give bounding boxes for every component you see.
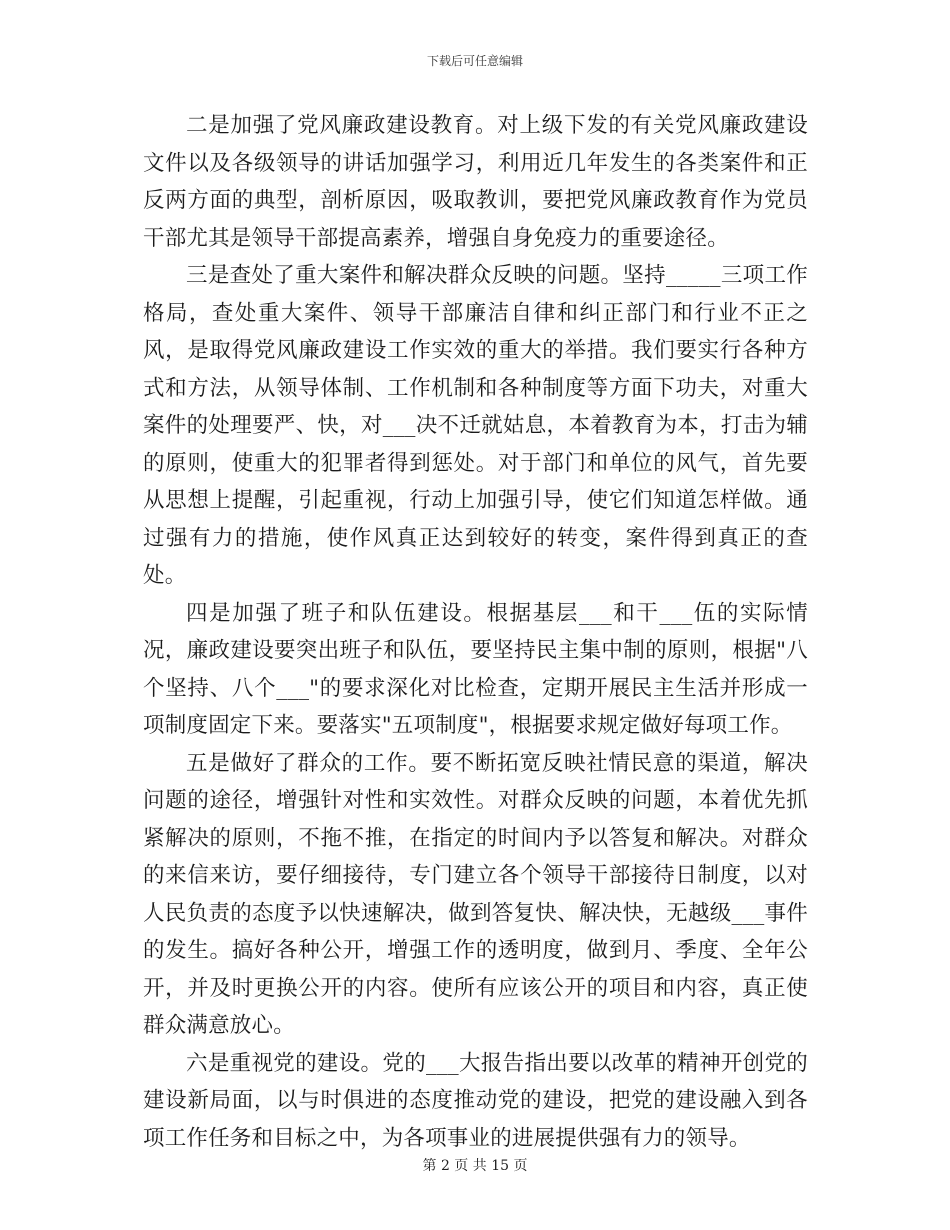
document-body [143, 107, 808, 1157]
paragraph-2: 二是加强了党风廉政建设教育。对上级下发的有关党风廉政建设文件以及各级领导的讲话加强学习，利用近几年发生的各类案件和正反两方面的典型，剖析原因，吸取教训，要把党风廉政教育作为党员干部尤其是领导干部提高素养，增强自身免疫力的重要途径。 [143, 113, 808, 251]
paragraph-3: 三是查处了重大案件和解决群众反映的问题。坚持_____三项工作格局，查处重大案件、领导干部廉洁自律和纠正部门和行业不正之风，是取得党风廉政建设工作实效的重大的举措。我们要实行各种方式和方法，从领导体制、工作机制和各种制度等方面下功夫，对重大案件的处理要严、快，对___决不迁就姑息，本着教育为本，打击为辅的原则，使重大的犯罪者得到惩处。对于部门和单位的风气，首先要从思想上提醒，引起重视，行动上加强引导，使它们知道怎样做。通过强有力的措施，使作风真正达到较好的转变，案件得到真正的查处。 [143, 263, 808, 588]
paragraph-5: 五是做好了群众的工作。要不断拓宽反映社情民意的渠道，解决问题的途径，增强针对性和实效性。对群众反映的问题，本着优先抓紧解决的原则，不拖不推，在指定的时间内予以答复和解决。对群众的来信来访，要仔细接待，专门建立各个领导干部接待日制度，以对人民负责的态度予以快速解决，做到答复快、解决快，无越级___事件的发生。搞好各种公开，增强工作的透明度，做到月、季度、全年公开，并及时更换公开的内容。使所有应该公开的项目和内容，真正使群众满意放心。 [143, 750, 808, 1038]
paragraph-6: 六是重视党的建设。党的___大报告指出要以改革的精神开创党的建设新局面，以与时俱进的态度推动党的建设，把党的建设融入到各项工作任务和目标之中，为各项事业的进展提供强有力的领导。 [143, 1050, 808, 1151]
page-header: 下载后可任意编辑 [426, 54, 523, 68]
page-number-footer: 第 2 页 共 15 页 [422, 1158, 528, 1174]
paragraph-4: 四是加强了班子和队伍建设。根据基层___和干___伍的实际情况，廉政建设要突出班子和队伍，要坚持民主集中制的原则，根据"八个坚持、八个___"的要求深化对比检查，定期开展民主生活并形成一项制度固定下来。要落实"五项制度"，根据要求规定做好每项工作。 [143, 600, 808, 738]
